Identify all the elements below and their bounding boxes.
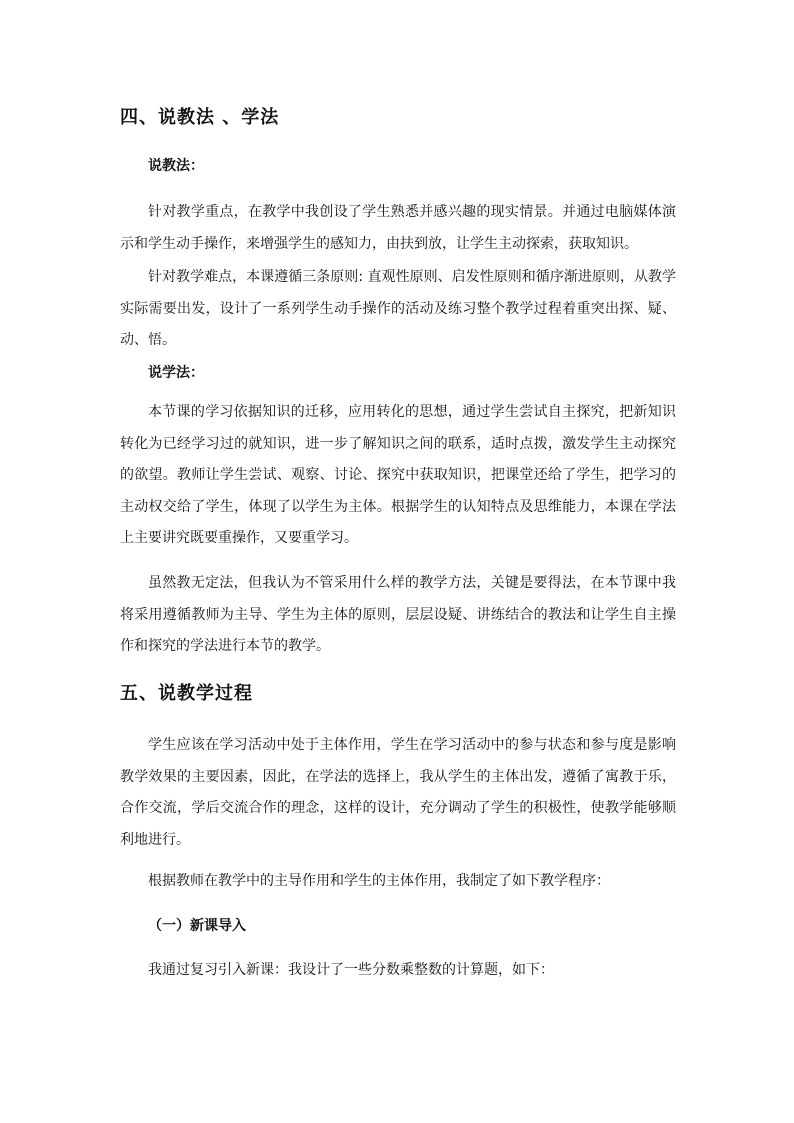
learning-method-heading: 说学法： xyxy=(148,365,204,381)
section-5-heading: 五、说教学过程 xyxy=(120,683,253,704)
section-4-heading: 四、说教法 、学法 xyxy=(120,107,280,128)
teaching-method-paragraph-1: 针对教学重点，在教学中我创设了学生熟悉并感兴趣的现实情景。并通过电脑媒体演示和学生动手操作，来增强学生的感知力，由扶到放，让学生主动探索，获取知识。 xyxy=(120,204,676,252)
teaching-method-heading: 说教法： xyxy=(148,158,204,174)
process-paragraph-1: 学生应该在学习活动中处于主体作用，学生在学习活动中的参与状态和参与度是影响教学效果的主要因素，因此，在学法的选择上，我从学生的主体出发，遵循了寓教于乐，合作交流，学后交流合作的理念，这样的设计，充分调动了学生的积极性，使教学能够顺利地进行。 xyxy=(120,737,676,848)
new-lesson-intro-heading: （一）新课导入 xyxy=(148,918,246,934)
new-lesson-intro-paragraph: 我通过复习引入新课：我设计了一些分数乘整数的计算题，如下： xyxy=(148,962,554,978)
learning-method-paragraph-1: 本节课的学习依据知识的迁移，应用转化的思想，通过学生尝试自主探究，把新知识转化为已经学习过的就知识，进一步了解知识之间的联系，适时点拨，激发学生主动探究的欲望。教师让学生尝试、观察、讨论、探究中获取知识，把课堂还给了学生，把学习的主动权交给了学生，体现了以学生为主体。根据学生的认知特点及思维能力，本课在学法上主要讲究既要重操作，又要重学习。 xyxy=(120,404,676,546)
teaching-method-paragraph-2: 针对教学难点，本课遵循三条原则: 直观性原则、启发性原则和循序渐进原则，从教学实际需要出发，设计了一系列学生动手操作的活动及练习整个教学过程着重突出探、疑、动、悟。 xyxy=(120,269,676,348)
learning-method-paragraph-2: 虽然教无定法，但我认为不管采用什么样的教学方法，关键是要得法，在本节课中我将采用遵循教师为主导、学生为主体的原则，层层设疑、讲练结合的教法和让学生自主操作和探究的学法进行本节的教学。 xyxy=(120,575,676,654)
process-paragraph-2: 根据教师在教学中的主导作用和学生的主体作用，我制定了如下教学程序： xyxy=(148,873,610,889)
